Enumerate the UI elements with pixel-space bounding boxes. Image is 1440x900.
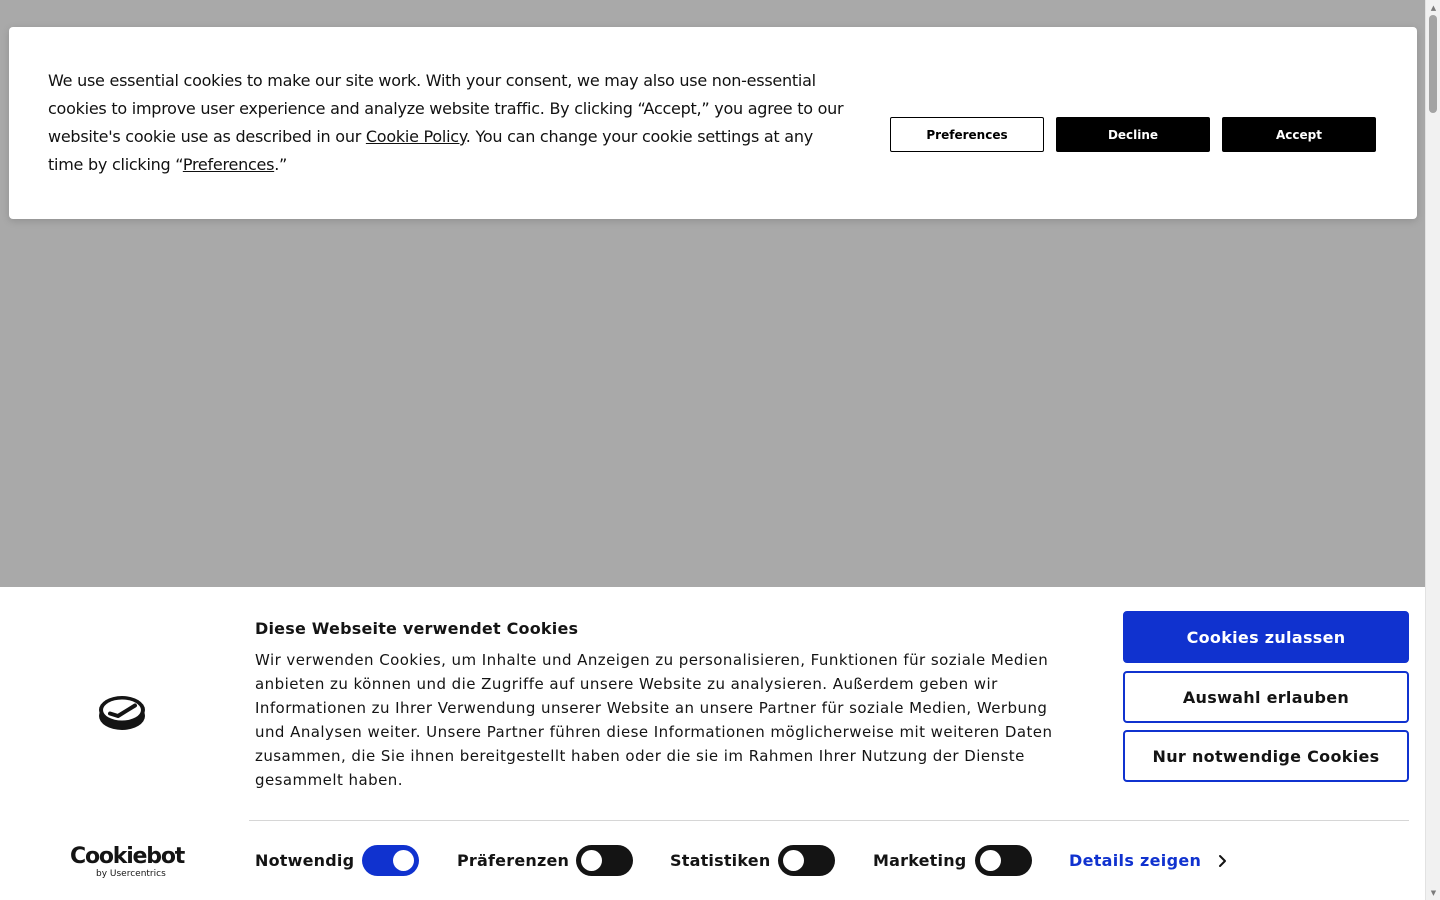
decline-button[interactable]: Decline [1056,117,1210,152]
cookiebot-logo-icon [98,694,146,732]
show-details-label: Details zeigen [1069,851,1202,870]
page-scrollbar[interactable] [1425,0,1440,900]
show-details-link[interactable] [1069,851,1227,870]
cookiebot-dialog [0,587,1425,900]
scroll-down-arrow-icon[interactable]: ▼ [1430,888,1437,897]
chevron-right-icon [1217,854,1227,868]
cookiebot-title: Diese Webseite verwendet Cookies [255,619,579,638]
toggle-knob [393,850,414,871]
accept-button[interactable]: Accept [1222,117,1376,152]
brand-sub: by Usercentrics [96,869,166,879]
necessary-only-button[interactable]: Nur notwendige Cookies [1123,730,1409,782]
cookie-consent-banner [9,27,1417,219]
cookie-banner-text [48,67,848,179]
divider [249,820,1409,821]
cookiebot-brand-logo[interactable] [70,844,185,879]
toggle-statistics[interactable] [778,845,835,876]
toggle-necessary[interactable] [362,845,419,876]
toggle-label-statistics: Statistiken [670,851,771,870]
scroll-thumb[interactable] [1429,15,1437,113]
scroll-up-arrow-icon[interactable]: ▲ [1430,3,1437,12]
cookie-text-part: .” [274,155,288,174]
cookiebot-description: Wir verwenden Cookies, um Inhalte und Anzeigen zu personalisieren, Funktionen für soziale Medien anbieten zu können und die Zugriffe auf unsere Website zu analysieren. Außerdem geben wir Informationen zu Ihrer Verwendung unserer Website an unsere Partner für soziale Medien, Werbung und Analysen weiter. Unsere Partner führen diese Informationen möglicherweise mit weiteren Daten zusammen, die Sie ihnen bereitgestellt haben oder die sie im Rahmen Ihrer Nutzung der Dienste gesammelt haben. [255,651,1053,789]
cookie-text-part: . You can change your cookie settings at any time by clicking “ [48,127,813,174]
brand-name: Cookiebot [70,844,185,869]
toggle-label-preferences: Präferenzen [457,851,570,870]
toggle-knob [581,850,602,871]
allow-all-cookies-button[interactable]: Cookies zulassen [1123,611,1409,663]
preferences-button[interactable]: Preferences [890,117,1044,152]
preferences-link[interactable]: Preferences [182,155,275,174]
toggle-label-marketing: Marketing [873,851,967,870]
cookie-policy-link[interactable]: Cookie Policy [365,127,466,146]
toggle-preferences[interactable] [576,845,633,876]
toggle-knob [783,850,804,871]
toggle-knob [980,850,1001,871]
toggle-label-necessary: Notwendig [255,851,355,870]
toggle-marketing[interactable] [975,845,1032,876]
allow-selection-button[interactable]: Auswahl erlauben [1123,671,1409,723]
cookie-text-part: We use essential cookies to make our site work. With your consent, we may also use non-essential cookies to improve user experience and analyze website traffic. By clicking “Accept,” you agree to our website's cookie use as described in our [48,71,844,146]
